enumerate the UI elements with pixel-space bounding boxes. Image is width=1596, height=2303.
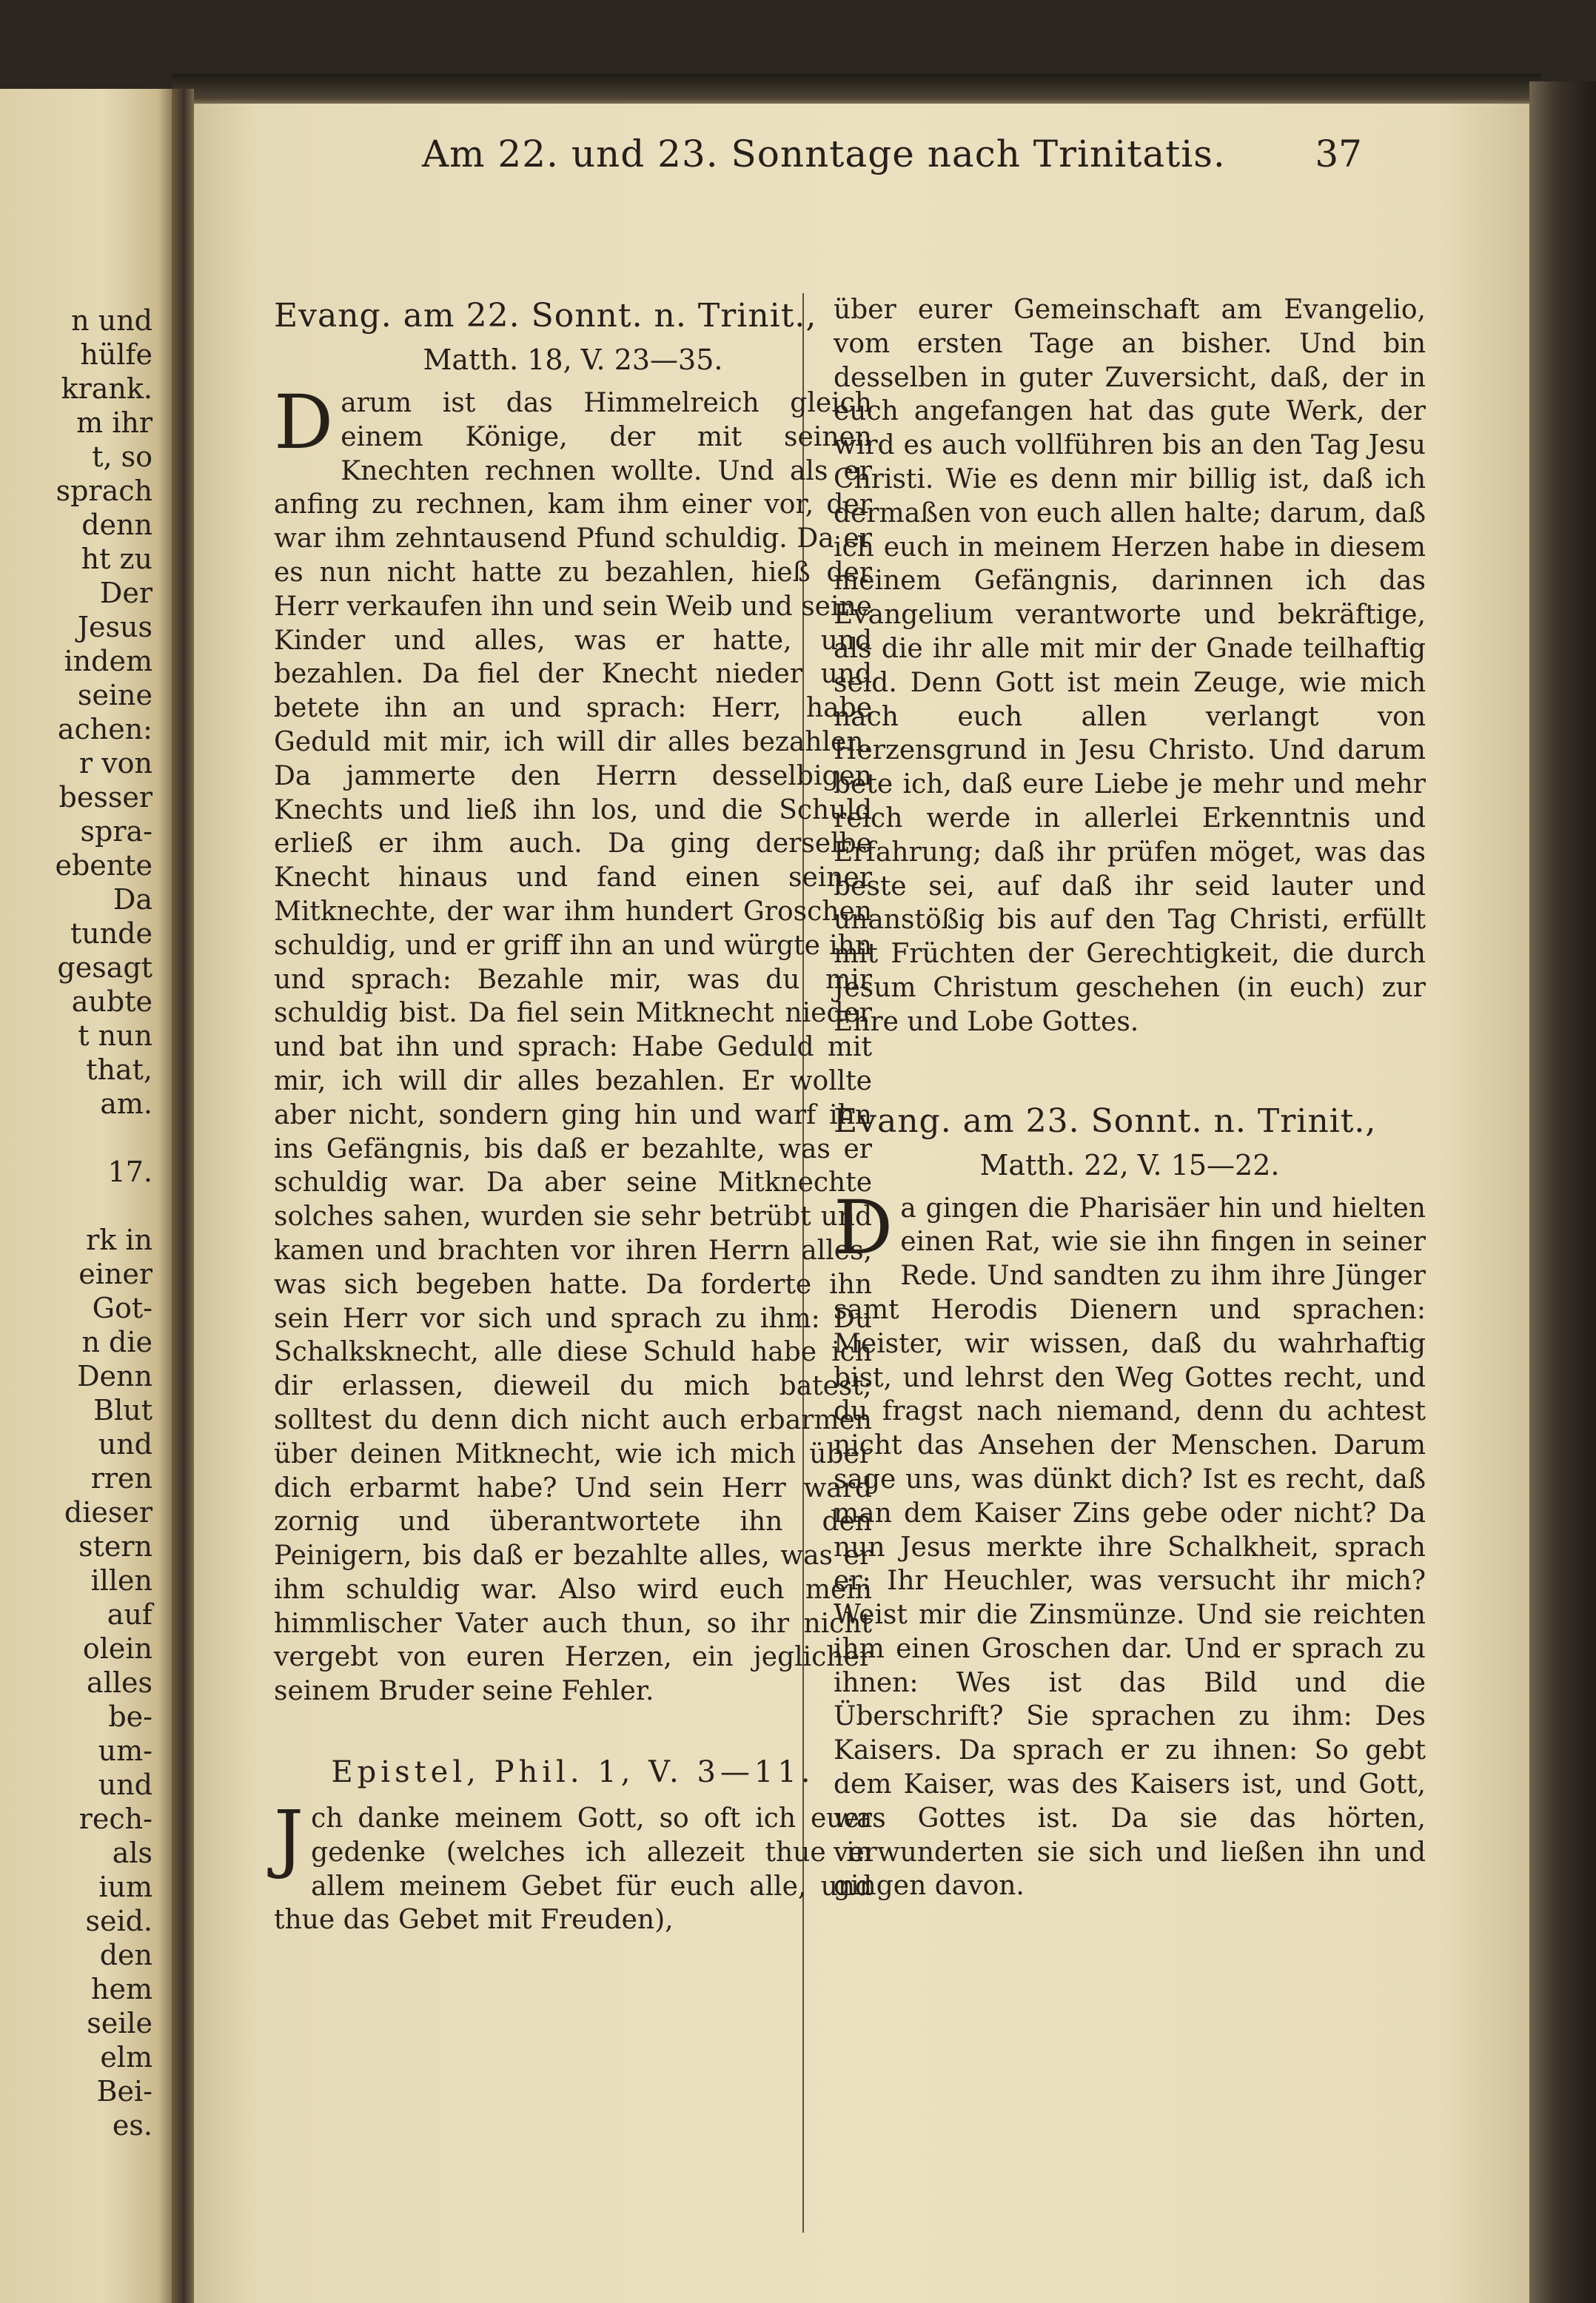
left-page-line: Da bbox=[113, 883, 152, 916]
left-page-line: 17. bbox=[107, 1156, 152, 1188]
left-page-line: den bbox=[99, 1939, 152, 1971]
left-page-line: olein bbox=[82, 1632, 152, 1665]
gospel-23-text bbox=[834, 1184, 1426, 1904]
left-page-line: am. bbox=[100, 1087, 152, 1120]
left-page-line: rech- bbox=[78, 1803, 152, 1835]
left-page-line: ht zu bbox=[81, 543, 152, 575]
left-page-line: ebente bbox=[55, 849, 152, 882]
left-page-line: n und bbox=[71, 304, 152, 337]
left-page-line: m ihr bbox=[76, 406, 152, 439]
dropcap: D bbox=[274, 379, 334, 466]
left-page-line: Jesus bbox=[77, 611, 152, 643]
left-page-line: einer bbox=[78, 1258, 152, 1290]
left-page-line: illen bbox=[90, 1564, 152, 1597]
left-page-line: rk in bbox=[86, 1224, 152, 1256]
left-page-line: Denn bbox=[77, 1360, 152, 1392]
book-cover-edge bbox=[1529, 81, 1596, 2303]
left-page-line: sprach bbox=[56, 475, 152, 507]
gospel-22-reference: Matth. 18, V. 23—35. bbox=[423, 343, 723, 376]
left-page-line: stern bbox=[78, 1530, 152, 1563]
left-page-line: that, bbox=[86, 1053, 152, 1086]
left-page-line: r von bbox=[78, 747, 152, 780]
left-page-line: hem bbox=[91, 1973, 152, 2005]
epistle-body: ch danke meinem Gott, so oft ich euer gedenke (welches ich allezeit thue in allem meinem Gebet für euch alle, und thue das Gebet mit Freuden), bbox=[274, 1803, 872, 1936]
book-gutter bbox=[172, 89, 194, 2303]
left-page-line: be- bbox=[108, 1700, 152, 1733]
left-page-line: es. bbox=[112, 2109, 152, 2142]
left-page-line: um- bbox=[98, 1734, 152, 1767]
left-page-line: spra- bbox=[80, 815, 152, 848]
left-page-line: Der bbox=[99, 577, 152, 609]
left-page-line: elm bbox=[100, 2041, 152, 2074]
left-page-line: besser bbox=[58, 781, 152, 814]
left-page-line: seine bbox=[77, 679, 152, 711]
left-page-line: und bbox=[98, 1428, 152, 1461]
left-page-line: t nun bbox=[78, 1019, 152, 1052]
right-column bbox=[834, 293, 1426, 1903]
left-page-line: achen: bbox=[57, 713, 152, 745]
gospel-22-heading: Evang. am 22. Sonnt. n. Trinit., bbox=[274, 297, 817, 335]
left-page bbox=[0, 89, 172, 2303]
left-page-line: ium bbox=[98, 1871, 152, 1903]
left-page-line: Bei- bbox=[96, 2075, 152, 2108]
left-column bbox=[274, 293, 872, 1937]
left-page-line: als bbox=[112, 1837, 152, 1869]
left-page-line: hülfe bbox=[80, 338, 152, 371]
gospel-23-heading: Evang. am 23. Sonnt. n. Trinit., bbox=[834, 1102, 1377, 1140]
gospel-23-body: a gingen die Pharisäer hin und hielten einen Rat, wie sie ihn fingen in seiner Rede. Und sandten zu ihm ihre Jünger samt Herodis Dienern und sprachen: Meister, wir wissen, daß du wahrhaftig bist, und lehrst den Weg Gottes recht, und du fragst nach niemand, denn du achtest nicht das Ansehen der Menschen. Darum sage uns, was dünkt dich? Ist es recht, daß man dem Kaiser Zins gebe oder nicht? Da nun Jesus merkte ihre Schalkheit, sprach er: Ihr Heuchler, was versucht ihr mich? Weist mir die Zinsmünze. Und sie reichten ihm einen Groschen dar. Und er sprach zu ihnen: Wes ist das Bild und die Überschrift? Sie sprachen zu ihm: Des Kaisers. Da sprach er zu ihnen: So gebt dem Kaiser, was des Kaisers ist, und Gott, was Gottes ist. Da sie das hörten, verwunderten sie sich und ließen ihn und gingen davon. bbox=[834, 1193, 1426, 1902]
left-page-line: tunde bbox=[70, 917, 152, 950]
epistle-continuation: über eurer Gemeinschaft am Evangelio, vom ersten Tage an bisher. Und bin desselben in guter Zuversicht, daß, der in euch angefangen hat das gute Werk, der wird es auch vollführen bis an den Tag Jesu Christi. Wie es denn mir billig ist, daß ich dermaßen von euch allen halte; darum, daß ich euch in meinem Herzen habe in diesem meinem Gefängnis, darinnen ich das Evangelium verantworte und bekräftige, als die ihr alle mit mir der Gnade teilhaftig seid. Denn Gott ist mein Zeuge, wie mich nach euch allen verlangt von Herzensgrund in Jesu Christo. Und darum bete ich, daß eure Liebe je mehr und mehr reich werde in allerlei Erkenntnis und Erfahrung; daß ihr prüfen möget, was das beste sei, auf daß ihr seid lauter und unanstößig bis auf den Tag Christi, erfüllt mit Früchten der Gerechtigkeit, die durch Jesum Christum geschehen (in euch) zur Ehre und Lobe Gottes. bbox=[834, 295, 1426, 1037]
running-header bbox=[222, 124, 1362, 184]
left-page-line: alles bbox=[87, 1666, 152, 1699]
left-page-line: auf bbox=[107, 1598, 152, 1631]
running-title: Am 22. und 23. Sonntage nach Trinitatis. bbox=[422, 133, 1226, 175]
page-number: 37 bbox=[1315, 133, 1362, 175]
left-page-line: rren bbox=[90, 1462, 152, 1495]
left-page-line: seile bbox=[87, 2007, 152, 2039]
left-page-line: und bbox=[98, 1769, 152, 1801]
left-page-line: seid. bbox=[85, 1905, 152, 1937]
left-page-line: aubte bbox=[71, 985, 152, 1018]
left-page-line: dieser bbox=[64, 1496, 152, 1529]
dropcap: J bbox=[274, 1794, 304, 1882]
left-page-line: krank. bbox=[61, 372, 152, 405]
gospel-23-reference: Matth. 22, V. 15—22. bbox=[979, 1148, 1280, 1181]
dropcap: D bbox=[834, 1184, 893, 1271]
epistle-heading: Epistel, Phil. 1, V. 3—11. bbox=[331, 1755, 815, 1790]
gospel-22-body: arum ist das Himmelreich gleich einem Könige, der mit seinen Knechten rechnen wollte. Und als er anfing zu rechnen, kam ihm einer vor, der war ihm zehntausend Pfund schuldig. Da er es nun nicht hatte zu bezahlen, hieß der Herr verkaufen ihn und sein Weib und seine Kinder und alles, was er hatte, und bezahlen. Da fiel der Knecht nieder und betete ihn an und sprach: Herr, habe Geduld mit mir, ich will dir alles bezahlen. Da jammerte den Herrn desselbigen Knechts und ließ ihn los, und die Schuld erließ er ihm auch. Da ging derselbe Knecht hinaus und fand einen seiner Mitknechte, der war ihm hundert Groschen schuldig, und er griff ihn an und würgte ihn und sprach: Bezahle mir, was du mir schuldig bist. Da fiel sein Mitknecht nieder und bat ihn und sprach: Habe Geduld mit mir, ich will dir alles bezahlen. Er wollte aber nicht, sondern ging hin und warf ihn ins Gefängnis, bis daß er bezahlte, was er schuldig war. Da aber seine Mitknechte solches sahen, wurden sie sehr betrübt und kamen und brachten vor ihren Herrn alles, was sich begeben hatte. Da forderte ihn sein Herr vor sich und sprach zu ihm: Du Schalksknecht, alle diese Schuld habe ich dir erlassen, dieweil du mich batest; solltest du denn dich nicht auch erbarmen über deinen Mitknecht, wie ich mich über dich erbarmt habe? Und sein Herr ward zornig und überantwortete ihn den Peinigern, bis daß er bezahlte alles, was er ihm schuldig war. Also wird euch mein himmlischer Vater auch thun, so ihr nicht vergebt von euren Herzen, ein jeglicher seinem Bruder seine Fehler. bbox=[274, 388, 872, 1707]
left-page-line: gesagt bbox=[57, 951, 152, 984]
right-page bbox=[194, 104, 1534, 2303]
left-page-line: Got- bbox=[92, 1292, 152, 1324]
epistle-text bbox=[274, 1794, 872, 1937]
left-page-line: Blut bbox=[93, 1394, 152, 1427]
left-page-line: t, so bbox=[92, 440, 152, 473]
left-page-line: n die bbox=[81, 1326, 152, 1358]
left-page-line: indem bbox=[64, 645, 152, 677]
left-page-line: denn bbox=[81, 509, 152, 541]
gospel-22-text bbox=[274, 379, 872, 1709]
